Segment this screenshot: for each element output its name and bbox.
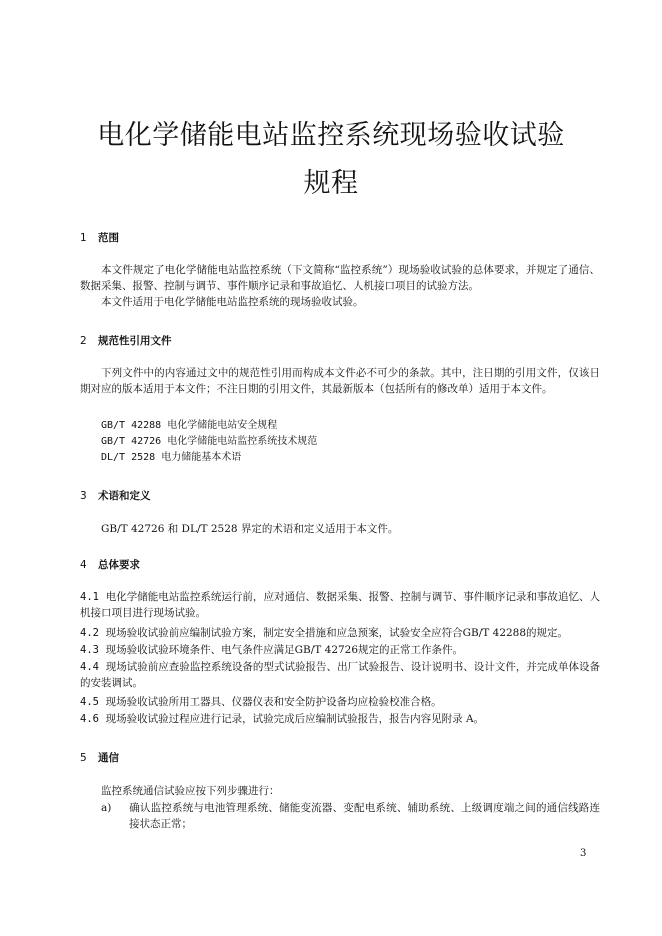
section-number: 2 xyxy=(80,335,87,347)
document-title-line2: 规程 xyxy=(303,168,359,199)
list-item-label: a) xyxy=(101,802,112,814)
clause-text: 现场试验前应查验监控系统设备的型式试验报告、出厂试验报告、设计说明书、设计文件，并完成单体设备的安装调试。 xyxy=(80,661,600,689)
section-heading-1 xyxy=(80,231,119,245)
reference-item: GB/T 42288 电化学储能电站安全规程 xyxy=(101,420,278,431)
clause xyxy=(80,695,600,711)
section-heading-3 xyxy=(80,489,151,503)
reference-item: DL/T 2528 电力储能基本术语 xyxy=(101,452,242,463)
page-number: 3 xyxy=(580,848,587,859)
list-item xyxy=(80,801,600,832)
clause-number: 4.3 xyxy=(80,644,99,656)
section-number: 4 xyxy=(80,559,87,571)
reference-item: GB/T 42726 电化学储能电站监控系统技术规范 xyxy=(101,436,318,447)
section-number: 1 xyxy=(80,232,87,244)
clause-text: 现场验收试验前应编制试验方案，制定安全措施和应急预案，试验安全应符合GB/T 42288的规定。 xyxy=(105,627,569,639)
section-title: 通信 xyxy=(98,752,119,764)
section-number: 5 xyxy=(80,752,87,764)
clause-number: 4.1 xyxy=(80,591,99,603)
section-heading-5 xyxy=(80,751,119,765)
section-title: 范围 xyxy=(98,232,119,244)
clause-number: 4.2 xyxy=(80,627,99,639)
clause-text: 现场验收试验所用工器具、仪器仪表和安全防护设备均应检验校准合格。 xyxy=(105,696,442,708)
paragraph: GB/T 42726 和 DL/T 2528 界定的术语和定义适用于本文件。 xyxy=(101,523,399,535)
section-heading-4 xyxy=(80,558,140,572)
section-title: 规范性引用文件 xyxy=(98,335,172,347)
list-item-text: 确认监控系统与电池管理系统、储能变流器、变配电系统、辅助系统、上级调度端之间的通信线路连接状态正常； xyxy=(129,802,600,830)
clause xyxy=(80,643,600,659)
paragraph: 下列文件中的内容通过文中的规范性引用而构成本文件必不可少的条款。其中，注日期的引用文件，仅该日期对应的版本适用于本文件；不注日期的引用文件，其最新版本（包括所有的修改单）适用于本文件。 xyxy=(80,367,600,395)
clause xyxy=(80,626,600,642)
document-title-line1: 电化学储能电站监控系统现场验收试验 xyxy=(97,120,565,151)
paragraph: 监控系统通信试验应按下列步骤进行： xyxy=(101,785,280,797)
clause-number: 4.6 xyxy=(80,713,99,725)
section-heading-2 xyxy=(80,334,172,348)
clause-text: 现场验收试验过程应进行记录，试验完成后应编制试验报告，报告内容见附录 A。 xyxy=(105,713,485,725)
section-title: 总体要求 xyxy=(98,559,140,571)
clause xyxy=(80,590,600,621)
section-number: 3 xyxy=(80,490,87,502)
clause xyxy=(80,660,600,691)
clause-number: 4.4 xyxy=(80,661,99,673)
section-title: 术语和定义 xyxy=(98,490,151,502)
clause-number: 4.5 xyxy=(80,696,99,708)
clause xyxy=(80,712,600,728)
clause-text: 电化学储能电站监控系统运行前，应对通信、数据采集、报警、控制与调节、事件顺序记录和事故追忆、人机接口项目进行现场试验。 xyxy=(80,591,600,619)
paragraph: 本文件适用于电化学储能电站监控系统的现场验收试验。 xyxy=(101,296,364,308)
clause-text: 现场验收试验环境条件、电气条件应满足GB/T 42726规定的正常工作条件。 xyxy=(105,644,464,656)
paragraph: 本文件规定了电化学储能电站监控系统（下文简称“监控系统”）现场验收试验的总体要求，并规定了通信、数据采集、报警、控制与调节、事件顺序记录和事故追忆、人机接口项目的试验方法。 xyxy=(80,264,600,292)
